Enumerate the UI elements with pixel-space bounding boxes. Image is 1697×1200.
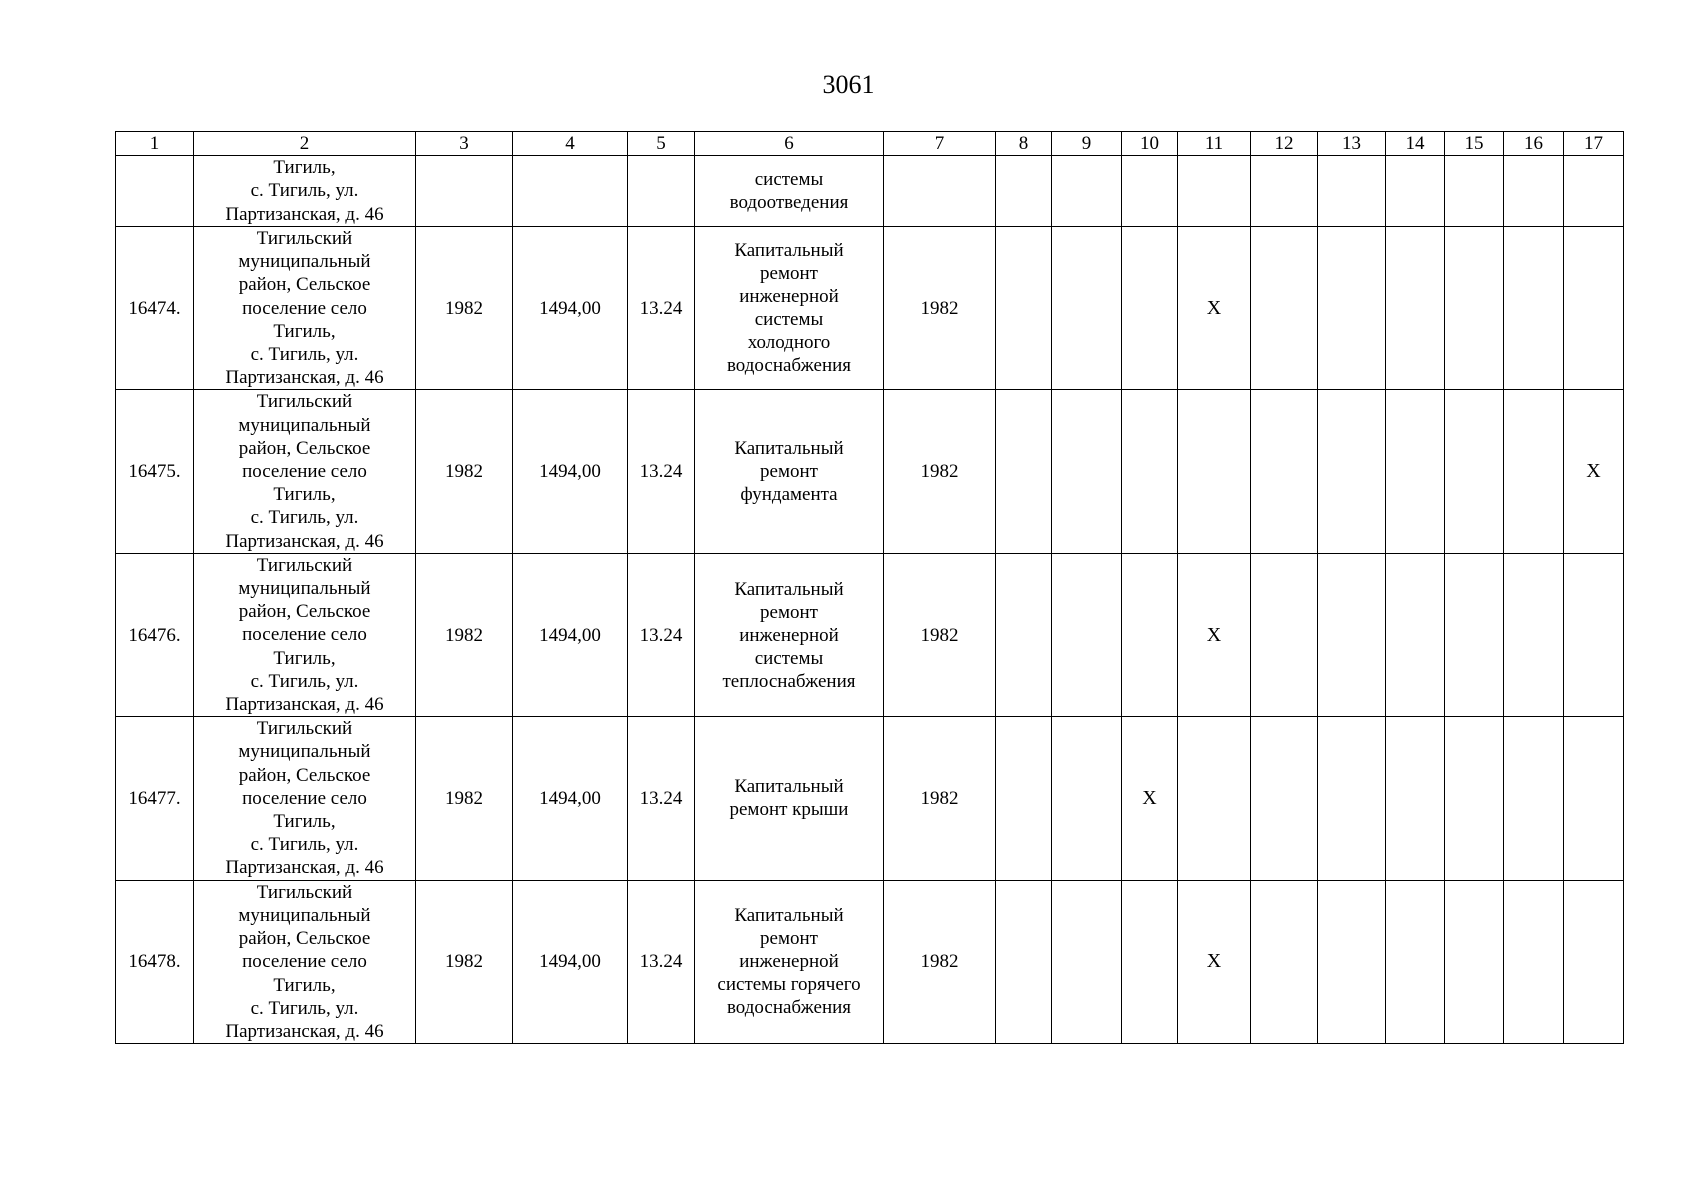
cell-num: 16476. bbox=[116, 553, 194, 716]
cell-address: Тигильский муниципальный район, Сельское поселение село Тигиль, с. Тигиль, ул. Партизанская, д. 46 bbox=[194, 717, 416, 880]
cell-code: 13.24 bbox=[628, 227, 695, 390]
column-header-7: 7 bbox=[884, 132, 996, 156]
cell-work-type: Капитальный ремонт инженерной системы холодного водоснабжения bbox=[695, 227, 884, 390]
cell-mark-col-12 bbox=[1251, 880, 1318, 1043]
column-header-8: 8 bbox=[996, 132, 1052, 156]
cell-work-type: Капитальный ремонт инженерной системы горячего водоснабжения bbox=[695, 880, 884, 1043]
cell-num: 16474. bbox=[116, 227, 194, 390]
column-header-4: 4 bbox=[513, 132, 628, 156]
column-header-13: 13 bbox=[1318, 132, 1386, 156]
cell-mark bbox=[1445, 156, 1504, 227]
cell-year: 1982 bbox=[416, 227, 513, 390]
cell-mark-col-9 bbox=[1052, 553, 1122, 716]
column-header-6: 6 bbox=[695, 132, 884, 156]
cell-year2: 1982 bbox=[884, 390, 996, 553]
cell-num: 16477. bbox=[116, 717, 194, 880]
cell-mark-col-9 bbox=[1052, 880, 1122, 1043]
cell-mark-col-17 bbox=[1564, 880, 1624, 1043]
cell-area: 1494,00 bbox=[513, 880, 628, 1043]
column-header-16: 16 bbox=[1504, 132, 1564, 156]
page-number: 3061 bbox=[822, 70, 875, 99]
cell-mark-col-8 bbox=[996, 880, 1052, 1043]
cell-mark-col-16 bbox=[1504, 717, 1564, 880]
cell-mark-col-8 bbox=[996, 717, 1052, 880]
table-row bbox=[116, 553, 1624, 716]
cell-mark-col-15 bbox=[1445, 880, 1504, 1043]
cell-year: 1982 bbox=[416, 553, 513, 716]
cell-code: 13.24 bbox=[628, 390, 695, 553]
column-header-5: 5 bbox=[628, 132, 695, 156]
column-header-1: 1 bbox=[116, 132, 194, 156]
cell-mark bbox=[1564, 156, 1624, 227]
table-row bbox=[116, 390, 1624, 553]
column-header-12: 12 bbox=[1251, 132, 1318, 156]
cell-mark-col-13 bbox=[1318, 227, 1386, 390]
column-header-14: 14 bbox=[1386, 132, 1445, 156]
cell-mark-col-8 bbox=[996, 390, 1052, 553]
cell-work-type: Капитальный ремонт инженерной системы теплоснабжения bbox=[695, 553, 884, 716]
cell-mark-col-12 bbox=[1251, 390, 1318, 553]
cell-address: Тигильский муниципальный район, Сельское поселение село Тигиль, с. Тигиль, ул. Партизанская, д. 46 bbox=[194, 390, 416, 553]
cell-work-type: Капитальный ремонт фундамента bbox=[695, 390, 884, 553]
cell-area bbox=[513, 156, 628, 227]
cell-mark-col-15 bbox=[1445, 390, 1504, 553]
cell-mark bbox=[1318, 156, 1386, 227]
cell-mark-col-16 bbox=[1504, 553, 1564, 716]
cell-mark-col-13 bbox=[1318, 553, 1386, 716]
cell-num: 16478. bbox=[116, 880, 194, 1043]
cell-mark bbox=[1052, 156, 1122, 227]
cell-mark-col-14 bbox=[1386, 717, 1445, 880]
cell-mark-col-9 bbox=[1052, 227, 1122, 390]
cell-mark-col-10 bbox=[1122, 553, 1178, 716]
cell-year2: 1982 bbox=[884, 717, 996, 880]
cell-mark-col-17: X bbox=[1564, 390, 1624, 553]
cell-mark-col-9 bbox=[1052, 390, 1122, 553]
work-schedule-table bbox=[115, 131, 1624, 1044]
cell-mark-col-12 bbox=[1251, 553, 1318, 716]
column-header-9: 9 bbox=[1052, 132, 1122, 156]
cell-code bbox=[628, 156, 695, 227]
cell-mark-col-13 bbox=[1318, 390, 1386, 553]
cell-year: 1982 bbox=[416, 880, 513, 1043]
cell-mark-col-11: X bbox=[1178, 227, 1251, 390]
cell-year2: 1982 bbox=[884, 880, 996, 1043]
cell-mark-col-14 bbox=[1386, 227, 1445, 390]
header-row bbox=[116, 132, 1624, 156]
cell-mark-col-17 bbox=[1564, 717, 1624, 880]
cell-mark-col-11: X bbox=[1178, 880, 1251, 1043]
cell-mark-col-10 bbox=[1122, 880, 1178, 1043]
cell-code: 13.24 bbox=[628, 717, 695, 880]
cell-mark-col-8 bbox=[996, 227, 1052, 390]
column-header-11: 11 bbox=[1178, 132, 1251, 156]
cell-area: 1494,00 bbox=[513, 553, 628, 716]
cell-mark-col-17 bbox=[1564, 553, 1624, 716]
cell-mark-col-12 bbox=[1251, 717, 1318, 880]
cell-area: 1494,00 bbox=[513, 227, 628, 390]
cell-mark-col-10 bbox=[1122, 227, 1178, 390]
cell-num bbox=[116, 156, 194, 227]
cell-code: 13.24 bbox=[628, 553, 695, 716]
cell-num: 16475. bbox=[116, 390, 194, 553]
cell-mark-col-8 bbox=[996, 553, 1052, 716]
cell-address: Тигильский муниципальный район, Сельское поселение село Тигиль, с. Тигиль, ул. Партизанская, д. 46 bbox=[194, 227, 416, 390]
cell-mark-col-10: X bbox=[1122, 717, 1178, 880]
cell-mark-col-14 bbox=[1386, 553, 1445, 716]
cell-work-type: системы водоотведения bbox=[695, 156, 884, 227]
cell-area: 1494,00 bbox=[513, 390, 628, 553]
cell-mark-col-11: X bbox=[1178, 553, 1251, 716]
cell-mark bbox=[996, 156, 1052, 227]
cell-year2 bbox=[884, 156, 996, 227]
cell-mark-col-12 bbox=[1251, 227, 1318, 390]
cell-year2: 1982 bbox=[884, 227, 996, 390]
cell-mark bbox=[1122, 156, 1178, 227]
cell-area: 1494,00 bbox=[513, 717, 628, 880]
cell-code: 13.24 bbox=[628, 880, 695, 1043]
cell-mark-col-16 bbox=[1504, 227, 1564, 390]
cell-year bbox=[416, 156, 513, 227]
table-row bbox=[116, 227, 1624, 390]
cell-mark-col-13 bbox=[1318, 717, 1386, 880]
column-header-2: 2 bbox=[194, 132, 416, 156]
cell-mark-col-16 bbox=[1504, 880, 1564, 1043]
cell-mark-col-11 bbox=[1178, 717, 1251, 880]
cell-mark-col-9 bbox=[1052, 717, 1122, 880]
column-header-17: 17 bbox=[1564, 132, 1624, 156]
cell-year: 1982 bbox=[416, 717, 513, 880]
column-header-3: 3 bbox=[416, 132, 513, 156]
cell-work-type: Капитальный ремонт крыши bbox=[695, 717, 884, 880]
cell-address: Тигильский муниципальный район, Сельское поселение село Тигиль, с. Тигиль, ул. Партизанская, д. 46 bbox=[194, 880, 416, 1043]
cell-mark-col-14 bbox=[1386, 880, 1445, 1043]
cell-address: Тигильский муниципальный район, Сельское поселение село Тигиль, с. Тигиль, ул. Партизанская, д. 46 bbox=[194, 553, 416, 716]
column-header-15: 15 bbox=[1445, 132, 1504, 156]
cell-mark-col-15 bbox=[1445, 553, 1504, 716]
cell-mark-col-14 bbox=[1386, 390, 1445, 553]
cell-mark bbox=[1251, 156, 1318, 227]
cell-address: Тигиль, с. Тигиль, ул. Партизанская, д. 46 bbox=[194, 156, 416, 227]
cell-mark-col-11 bbox=[1178, 390, 1251, 553]
cell-mark bbox=[1386, 156, 1445, 227]
cell-mark-col-15 bbox=[1445, 717, 1504, 880]
cell-mark bbox=[1504, 156, 1564, 227]
cell-mark-col-17 bbox=[1564, 227, 1624, 390]
column-header-10: 10 bbox=[1122, 132, 1178, 156]
table-row bbox=[116, 717, 1624, 880]
table-header bbox=[116, 132, 1624, 156]
continuation-row bbox=[116, 156, 1624, 227]
cell-year: 1982 bbox=[416, 390, 513, 553]
cell-mark-col-13 bbox=[1318, 880, 1386, 1043]
cell-mark-col-10 bbox=[1122, 390, 1178, 553]
table-body bbox=[116, 156, 1624, 1044]
cell-year2: 1982 bbox=[884, 553, 996, 716]
cell-mark-col-16 bbox=[1504, 390, 1564, 553]
cell-mark bbox=[1178, 156, 1251, 227]
table-row bbox=[116, 880, 1624, 1043]
cell-mark-col-15 bbox=[1445, 227, 1504, 390]
